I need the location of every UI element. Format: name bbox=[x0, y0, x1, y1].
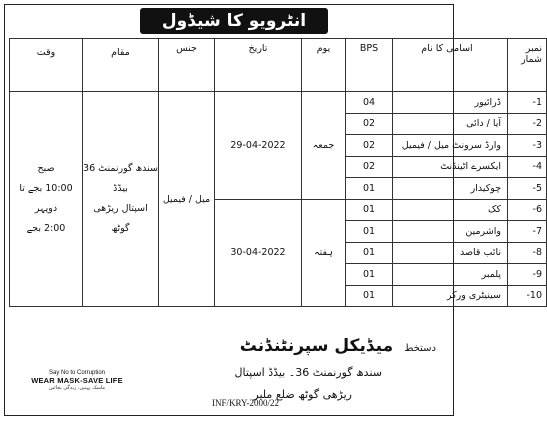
time-cell bbox=[10, 92, 83, 307]
signatory-address-line-2: ریڑھی گوٹھ ضلع ملیر bbox=[253, 388, 352, 401]
serial-cell: -1 bbox=[508, 92, 547, 114]
header-serial: نمبر شمار bbox=[508, 39, 547, 92]
bps-cell: 04 bbox=[346, 92, 393, 114]
serial-cell: -7 bbox=[508, 221, 547, 243]
time-line-3: دوپہر bbox=[34, 203, 58, 214]
post-name-cell: سینیٹری ورکر bbox=[393, 285, 508, 307]
slogan-corruption: Say No to Corruption bbox=[48, 370, 106, 376]
post-name-cell: چوکیدار bbox=[393, 178, 508, 200]
slogan-urdu: ماسک پہنیں، زندگی بچائیں bbox=[48, 385, 106, 391]
gender-cell: میل / فیمیل bbox=[159, 92, 215, 307]
signatory-address-line-1: سندھ گورنمنٹ 36۔ بیڈڈ اسپتال bbox=[234, 366, 382, 379]
header-place: مقام bbox=[83, 39, 159, 92]
header-bps: BPS bbox=[346, 39, 393, 92]
schedule-title: انٹرویو کا شیڈول bbox=[140, 8, 328, 34]
serial-cell: -5 bbox=[508, 178, 547, 200]
post-name-cell: وارڈ سرونٹ میل / فیمیل bbox=[393, 135, 508, 157]
bps-cell: 02 bbox=[346, 113, 393, 135]
serial-cell: -2 bbox=[508, 113, 547, 135]
day-cell-saturday: ہفتہ bbox=[302, 199, 346, 307]
header-date: تاریخ bbox=[215, 39, 302, 92]
time-line-4: 2:00 بجے bbox=[26, 223, 66, 234]
serial-cell: -4 bbox=[508, 156, 547, 178]
post-name-cell: کک bbox=[393, 199, 508, 221]
serial-cell: -10 bbox=[508, 285, 547, 307]
slogan-mask: WEAR MASK-SAVE LIFE bbox=[31, 376, 123, 385]
serial-cell: -6 bbox=[508, 199, 547, 221]
bps-cell: 02 bbox=[346, 156, 393, 178]
reference-number: INF/KRY-2000/22 bbox=[212, 398, 280, 408]
schedule-table bbox=[9, 38, 547, 307]
bps-cell: 01 bbox=[346, 285, 393, 307]
post-name-cell: آیا / دائی bbox=[393, 113, 508, 135]
serial-cell: -9 bbox=[508, 264, 547, 286]
serial-cell: -8 bbox=[508, 242, 547, 264]
table-header-row bbox=[10, 39, 547, 92]
post-name-cell: نائب قاصد bbox=[393, 242, 508, 264]
date-cell-first: 29-04-2022 bbox=[215, 92, 302, 200]
bps-cell: 01 bbox=[346, 221, 393, 243]
place-line-2: اسپتال ریڑھی گوٹھ bbox=[93, 203, 148, 234]
header-time: وقت bbox=[10, 39, 83, 92]
slogan-block bbox=[14, 370, 140, 391]
header-gender: جنس bbox=[159, 39, 215, 92]
signature-block bbox=[240, 336, 436, 356]
bps-cell: 02 bbox=[346, 135, 393, 157]
serial-cell: -3 bbox=[508, 135, 547, 157]
bps-cell: 01 bbox=[346, 242, 393, 264]
place-cell bbox=[83, 92, 159, 307]
place-line-1: سندھ گورنمنٹ 36 بیڈڈ bbox=[83, 163, 158, 194]
header-day: یوم bbox=[302, 39, 346, 92]
post-name-cell: پلمبر bbox=[393, 264, 508, 286]
bps-cell: 01 bbox=[346, 264, 393, 286]
bps-cell: 01 bbox=[346, 199, 393, 221]
day-cell-friday: جمعہ bbox=[302, 92, 346, 200]
time-line-2: 10:00 بجے تا bbox=[19, 183, 73, 194]
table-row bbox=[10, 92, 547, 114]
signatory-title: میڈیکل سپرنٹنڈنٹ bbox=[239, 336, 394, 356]
post-name-cell: ایکسرے اٹینڈنٹ bbox=[393, 156, 508, 178]
bps-cell: 01 bbox=[346, 178, 393, 200]
time-line-1: صبح bbox=[37, 163, 55, 174]
post-name-cell: واشرمین bbox=[393, 221, 508, 243]
signature-label: دستخط bbox=[404, 343, 436, 354]
header-post-name: اسامی کا نام bbox=[393, 39, 508, 92]
date-cell-second: 30-04-2022 bbox=[215, 199, 302, 307]
post-name-cell: ڈرائیور bbox=[393, 92, 508, 114]
